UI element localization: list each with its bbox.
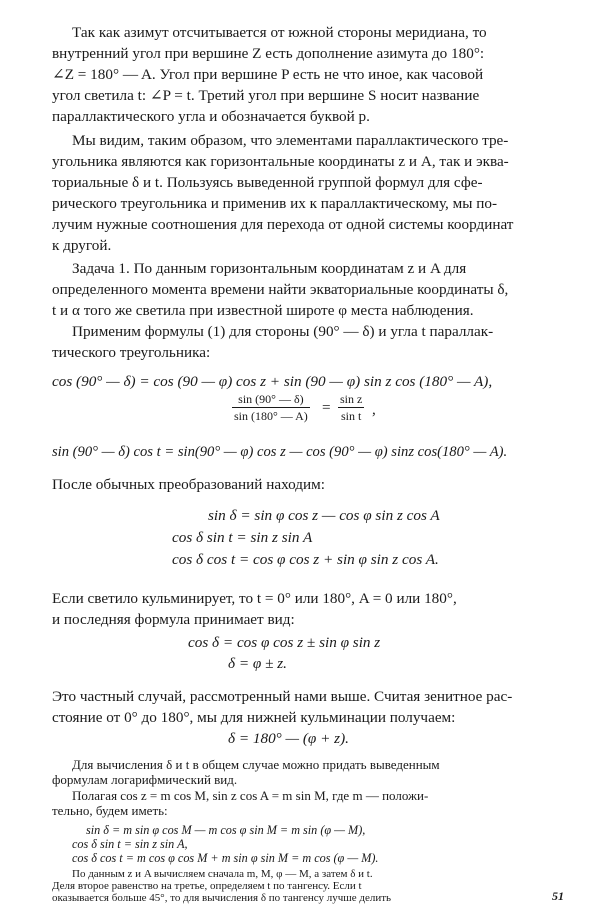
text-line: к другой. xyxy=(52,237,112,254)
text-line: тельно, будем иметь: xyxy=(52,803,168,818)
equation-sin-delta-cos-t: sin (90° — δ) cos t = sin(90° — φ) cos z — cos (90° — φ) sinz cos(180° — A). xyxy=(52,444,508,460)
final-line-2: Деля второе равенство на третье, определяем t по тангенсу. Если t xyxy=(52,880,362,892)
system1-line-3: cos δ cos t = cos φ cos z + sin φ sin z cos A. xyxy=(172,551,439,568)
text-line: параллактического угла и обозначается буквой p. xyxy=(52,108,370,125)
system1-line-2: cos δ sin t = sin z sin A xyxy=(172,529,313,546)
text-line: стояние от 0° до 180°, мы для нижней кульминации получаем: xyxy=(52,709,456,726)
paragraph-culmination xyxy=(52,588,552,630)
final-line-1: По данным z и A вычисляем сначала m, M, φ — M, а затем δ и t. xyxy=(72,868,373,880)
text-line: Мы видим, таким образом, что элементами параллактического тре- xyxy=(72,132,509,149)
fraction-denominator: sin t xyxy=(341,409,362,423)
text-line: Так как азимут отсчитывается от южной стороны меридиана, то xyxy=(72,24,487,41)
fraction-bar xyxy=(338,407,364,408)
fraction-numerator: sin z xyxy=(340,392,363,406)
text-line: лучим нужные соотношения для перехода от одной системы координат xyxy=(52,216,514,233)
final-line-4 xyxy=(52,900,55,921)
fraction-left xyxy=(232,392,310,423)
system2-line-1: cos δ = cos φ cos z ± sin φ sin z xyxy=(188,634,381,651)
text-line: формулам логарифмический вид. xyxy=(52,772,238,787)
paragraph-special-case xyxy=(52,686,552,728)
system3-line-1: sin δ = m sin φ cos M — m cos φ sin M = m sin (φ — M), xyxy=(86,823,366,837)
fraction-denominator: sin (180° — A) xyxy=(234,409,308,423)
text-line: ∠Z = 180° — A. Угол при вершине P есть не что иное, как часовой xyxy=(52,66,484,83)
paragraph-task-1 xyxy=(52,258,552,321)
final-line-3: оказывается больше 45°, то для вычисления δ по тангенсу лучше делить xyxy=(52,892,392,904)
fraction-bar xyxy=(232,407,310,408)
paragraph-logarithmic xyxy=(52,757,552,787)
text-line: тического треугольника: xyxy=(52,344,211,361)
fraction-right xyxy=(338,392,364,423)
comma: , xyxy=(372,401,376,418)
paragraph-substitution xyxy=(52,788,552,818)
text-line: Если светило кульминирует, то t = 0° или 180°, A = 0 или 180°, xyxy=(52,590,457,607)
system3-line-2: cos δ sin t = sin z sin A, xyxy=(72,837,188,851)
text-line: угол светила t: ∠P = t. Третий угол при вершине S носит название xyxy=(52,87,480,104)
paragraph-elements xyxy=(52,130,552,256)
text-after-transform: После обычных преобразований находим: xyxy=(52,476,325,493)
text-line: угольника являются как горизонтальные координаты z и A, так и эква- xyxy=(52,153,509,170)
page-number: 51 xyxy=(552,889,564,903)
paragraph-azimuth xyxy=(52,22,552,127)
paragraph-apply-formulas xyxy=(52,321,552,363)
equation-cos-delta: cos (90° — δ) = cos (90 — φ) cos z + sin (90 — φ) sin z cos (180° — A), xyxy=(52,373,493,390)
system3-line-3: cos δ cos t = m cos φ cos M + m sin φ sin M = m cos (φ — M). xyxy=(72,851,379,865)
system2-line-2: δ = φ ± z. xyxy=(228,655,287,672)
fraction-numerator: sin (90° — δ) xyxy=(238,392,304,406)
text-line: и последняя формула принимает вид: xyxy=(52,611,295,628)
text-line: рического треугольника и применив их к параллактическому, мы по- xyxy=(52,195,498,212)
equation-lower-culmination: δ = 180° — (φ + z). xyxy=(228,730,349,747)
text-line: внутренний угол при вершине Z есть дополнение азимута до 180°: xyxy=(52,45,485,62)
text-line: Это частный случай, рассмотренный нами выше. Считая зенитное рас- xyxy=(52,688,513,705)
text-line: t и α того же светила при известной широте φ места наблюдения. xyxy=(52,302,474,319)
text-line: Применим формулы (1) для стороны (90° — δ) и угла t параллак- xyxy=(72,323,494,340)
text-line: Для вычисления δ и t в общем случае можно придать выведенным xyxy=(72,757,440,772)
equals-sign: = xyxy=(322,399,331,416)
text-line: Задача 1. По данным горизонтальным координатам z и A для xyxy=(72,260,467,277)
text-line: ториальные δ и t. Пользуясь выведенной группой формул для сфе- xyxy=(52,174,483,191)
text-line: Полагая cos z = m cos M, sin z cos A = m sin M, где m — положи- xyxy=(72,788,429,803)
system1-line-1: sin δ = sin φ cos z — cos φ sin z cos A xyxy=(208,507,440,524)
text-line: определенного момента времени найти экваториальные координаты δ, xyxy=(52,281,509,298)
